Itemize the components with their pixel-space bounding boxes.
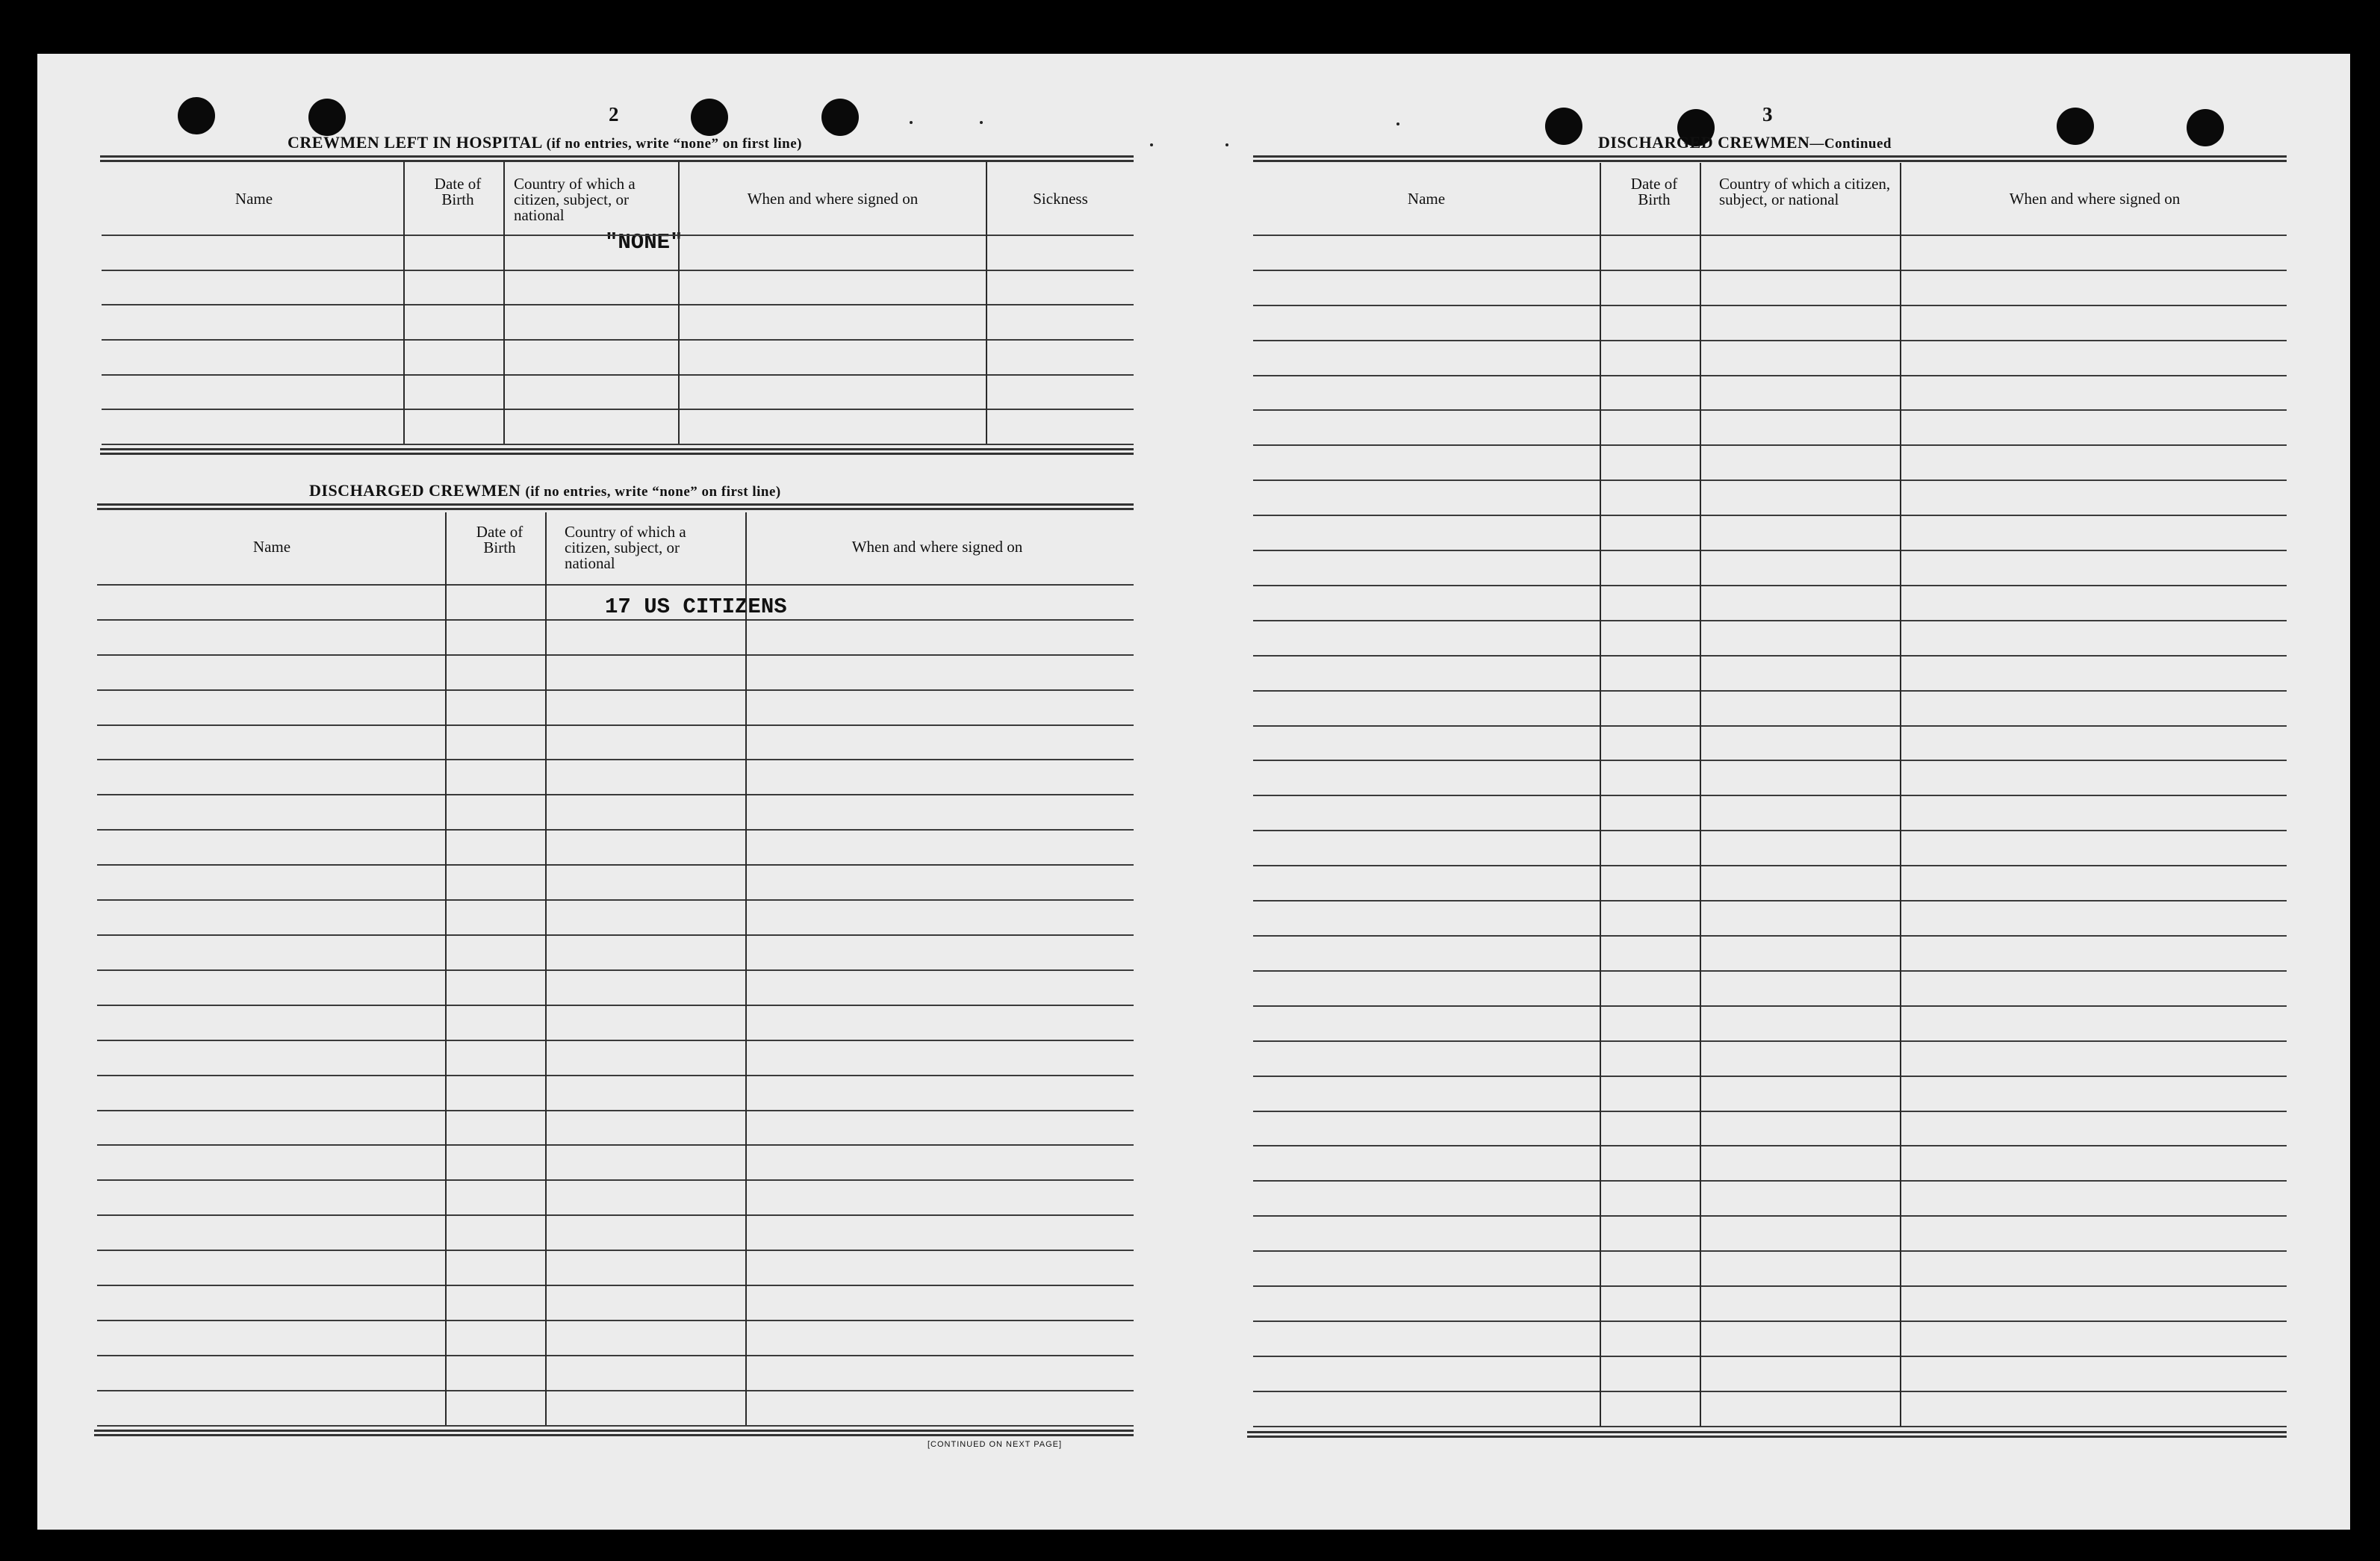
col-header-dob: Date of Birth [434, 175, 482, 208]
discharged-section-title [309, 481, 781, 500]
row-rule [1253, 1321, 2287, 1322]
row-rule [1253, 585, 2287, 586]
section-rule [1253, 155, 2287, 162]
row-rule [97, 1285, 1134, 1286]
row-rule [102, 409, 1134, 410]
section-rule [1247, 1431, 2287, 1438]
row-rule [97, 1425, 1134, 1427]
row-rule [1253, 865, 2287, 866]
row-rule [102, 374, 1134, 376]
column-rule [445, 512, 447, 1425]
row-rule [1253, 760, 2287, 761]
row-rule [1253, 970, 2287, 972]
row-rule [102, 339, 1134, 341]
row-rule [102, 270, 1134, 271]
column-rule [403, 161, 405, 444]
row-rule [1253, 620, 2287, 621]
column-rule [678, 161, 680, 444]
row-rule [1253, 935, 2287, 937]
punch-hole [308, 99, 346, 136]
row-rule [1253, 270, 2287, 271]
col-header-signed: When and where signed on [747, 190, 919, 208]
row-rule [102, 444, 1134, 445]
row-rule [97, 1144, 1134, 1146]
hospital-title-text: CREWMEN LEFT IN HOSPITAL [288, 133, 542, 152]
row-rule [102, 235, 1134, 236]
punch-hole [691, 99, 728, 136]
col-header-name: Name [1407, 190, 1446, 208]
row-rule [1253, 1215, 2287, 1217]
hospital-entry: "NONE" [605, 230, 683, 255]
row-rule [97, 1179, 1134, 1181]
document-sheet [37, 54, 2350, 1530]
continued-title-text: DISCHARGED CREWMEN [1598, 133, 1810, 152]
row-rule [97, 934, 1134, 936]
row-rule [1253, 725, 2287, 727]
row-rule [97, 584, 1134, 586]
section-rule [100, 155, 1134, 162]
row-rule [1253, 235, 2287, 236]
row-rule [97, 1040, 1134, 1041]
row-rule [97, 689, 1134, 691]
section-rule [100, 448, 1134, 455]
row-rule [1253, 1180, 2287, 1182]
col-header-dob: Date of Birth [1630, 175, 1678, 208]
hospital-section-title [288, 133, 802, 152]
continued-title-suffix: —Continued [1809, 136, 1892, 152]
row-rule [1253, 444, 2287, 446]
row-rule [97, 899, 1134, 901]
speck [980, 121, 983, 124]
punch-hole [178, 97, 215, 134]
row-rule [1253, 1285, 2287, 1287]
page-number: 3 [1762, 103, 1773, 125]
row-rule [97, 1075, 1134, 1076]
column-rule [503, 161, 505, 444]
row-rule [1253, 480, 2287, 481]
row-rule [1253, 1391, 2287, 1392]
col-header-country: Country of which a citizen, subject, or national [514, 175, 636, 224]
col-header-sickness: Sickness [1033, 190, 1088, 208]
row-rule [1253, 900, 2287, 901]
row-rule [1253, 1145, 2287, 1146]
speck [910, 121, 913, 124]
row-rule [1253, 655, 2287, 657]
row-rule [1253, 830, 2287, 831]
row-rule [1253, 305, 2287, 306]
row-rule [102, 304, 1134, 305]
col-header-signed: When and where signed on [851, 538, 1023, 556]
row-rule [97, 794, 1134, 795]
punch-hole [2057, 108, 2094, 145]
column-rule [986, 161, 987, 444]
row-rule [97, 619, 1134, 621]
row-rule [1253, 1111, 2287, 1112]
section-rule [97, 503, 1134, 510]
column-rule [1700, 163, 1701, 1427]
punch-hole [2187, 109, 2224, 146]
col-header-name: Name [234, 190, 273, 208]
discharged-title-text: DISCHARGED CREWMEN [309, 481, 521, 500]
row-rule [1253, 340, 2287, 341]
row-rule [1253, 1040, 2287, 1042]
column-rule [1600, 163, 1601, 1427]
discharged-entry: 17 US CITIZENS [605, 595, 787, 619]
col-header-country: Country of which a citizen, subject, or national [565, 523, 686, 572]
row-rule [1253, 550, 2287, 551]
row-rule [1253, 1426, 2287, 1427]
col-header-signed: When and where signed on [2009, 190, 2181, 208]
row-rule [1253, 1005, 2287, 1007]
speck [1396, 122, 1399, 125]
hospital-instruction: (if no entries, write “none” on first line) [546, 136, 802, 152]
row-rule [97, 864, 1134, 866]
row-rule [97, 1355, 1134, 1356]
col-header-name: Name [252, 538, 291, 556]
row-rule [1253, 515, 2287, 516]
row-rule [97, 1110, 1134, 1111]
continued-section-title [1598, 133, 1892, 152]
row-rule [1253, 795, 2287, 796]
punch-hole [1545, 108, 1582, 145]
column-rule [545, 512, 547, 1425]
row-rule [97, 1250, 1134, 1251]
column-rule [745, 512, 747, 1425]
row-rule [1253, 375, 2287, 376]
row-rule [1253, 690, 2287, 692]
row-rule [97, 654, 1134, 656]
row-rule [1253, 1076, 2287, 1077]
speck [1150, 143, 1153, 146]
col-header-dob: Date of Birth [476, 523, 523, 556]
speck [1225, 143, 1228, 146]
row-rule [97, 759, 1134, 760]
page-number: 2 [609, 103, 619, 125]
row-rule [1253, 1250, 2287, 1252]
section-rule [94, 1430, 1134, 1436]
punch-hole [821, 99, 859, 136]
col-header-country: Country of which a citizen, subject, or national [1719, 175, 1891, 208]
row-rule [97, 1005, 1134, 1006]
row-rule [97, 1390, 1134, 1391]
row-rule [97, 829, 1134, 831]
row-rule [97, 1320, 1134, 1321]
row-rule [97, 1214, 1134, 1216]
row-rule [1253, 1356, 2287, 1357]
discharged-instruction: (if no entries, write “none” on first line) [525, 484, 781, 500]
row-rule [97, 724, 1134, 726]
column-rule [1900, 163, 1901, 1427]
row-rule [97, 969, 1134, 971]
continued-note: [CONTINUED ON NEXT PAGE] [928, 1440, 1063, 1449]
row-rule [1253, 409, 2287, 411]
